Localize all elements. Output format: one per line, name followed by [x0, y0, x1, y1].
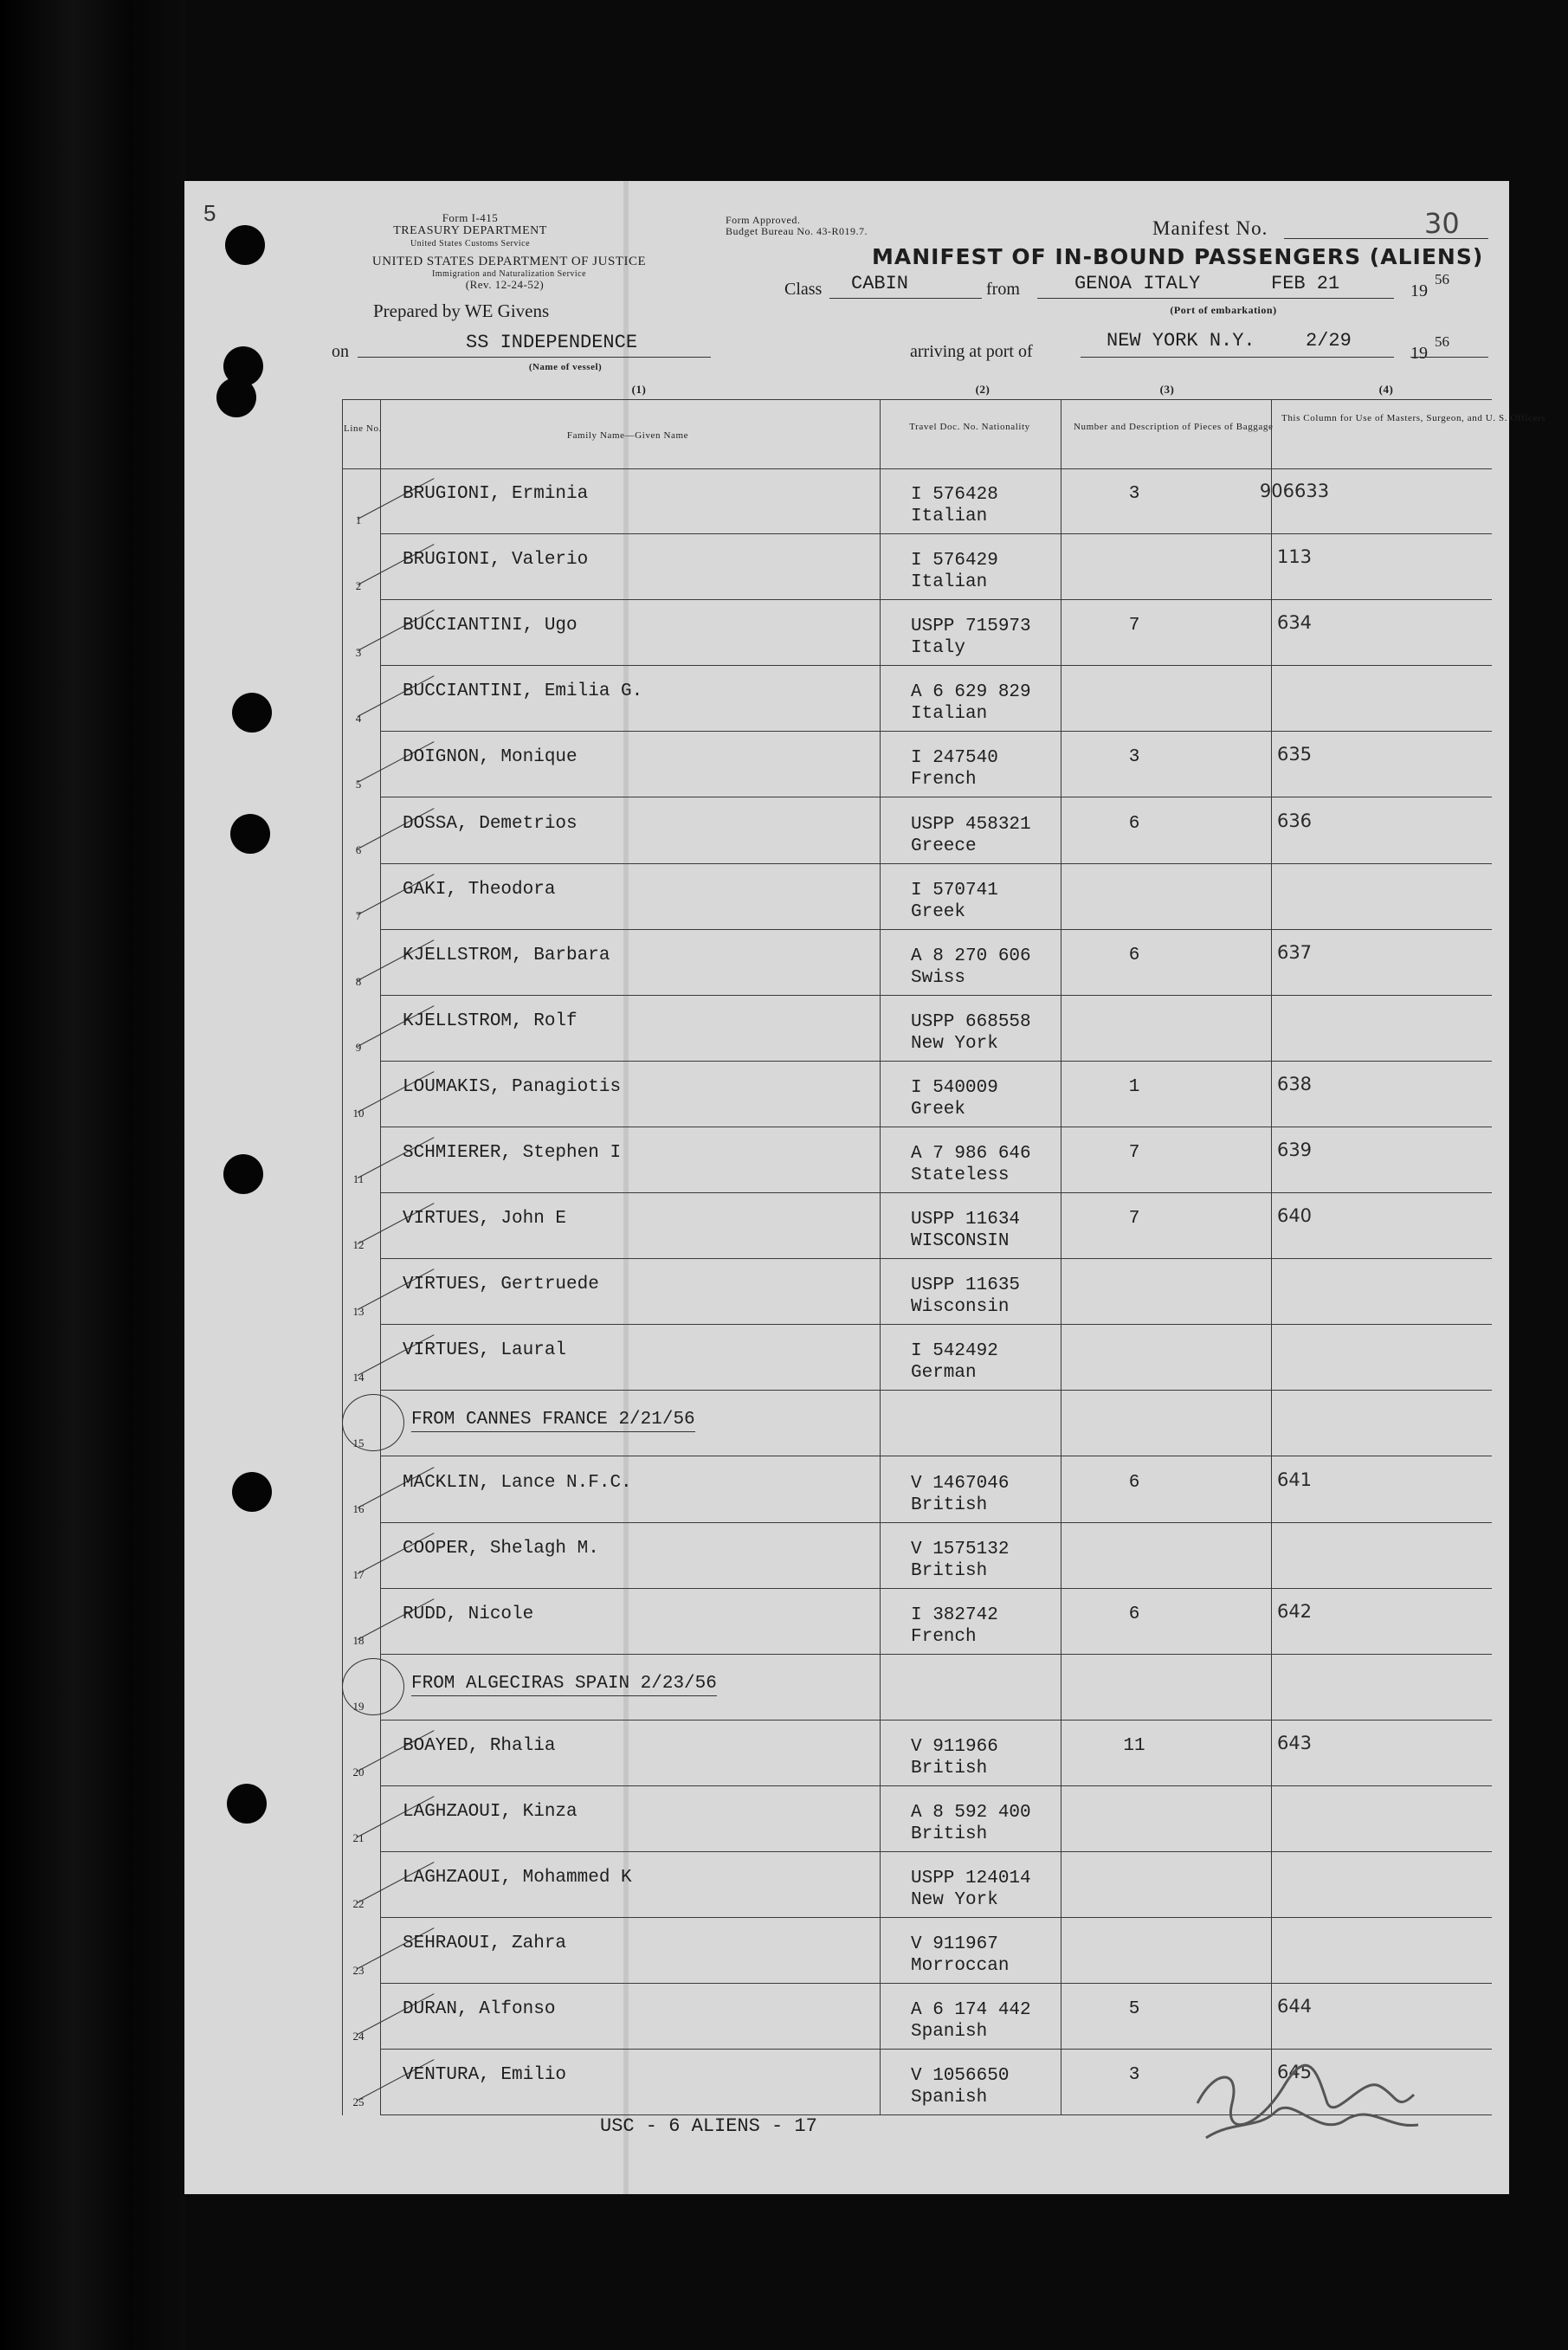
travel-document: [911, 2065, 1009, 2108]
table-body: [342, 468, 1492, 2115]
passenger-row: [342, 600, 1489, 666]
section-heading: FROM ALGECIRAS SPAIN 2/23/56: [411, 1674, 717, 1696]
column-number-2: (2): [975, 383, 990, 396]
line-number: 16: [352, 1501, 365, 1515]
travel-document: [911, 880, 998, 923]
passenger-name: RUDD, Nicole: [403, 1604, 534, 1624]
nationality: Morroccan: [911, 1956, 1010, 1977]
line-number: 2: [355, 579, 362, 593]
passenger-row: [342, 1589, 1489, 1655]
baggage-count: 1: [1128, 1076, 1140, 1097]
line-number: 8: [355, 975, 362, 989]
line-number: 21: [352, 1831, 365, 1845]
baggage-count: 11: [1123, 1735, 1145, 1756]
document-number: A 8 592 400: [911, 1803, 1031, 1823]
header-baggage: Number and Description of Pieces of Baggage: [1074, 422, 1274, 432]
line-number: 22: [352, 1897, 365, 1911]
punch-hole: [230, 814, 270, 854]
document-number: USPP 668558: [911, 1011, 1031, 1032]
baggage-count: 6: [1128, 1604, 1140, 1624]
nationality: Italian: [911, 572, 988, 593]
passenger-row: [342, 1984, 1489, 2050]
section-row: [342, 1391, 1489, 1456]
nationality: Wisconsin: [911, 1297, 1010, 1318]
punch-hole: [232, 1472, 272, 1512]
document-number: V 911966: [911, 1736, 998, 1757]
punch-hole: [216, 378, 256, 417]
document-number: I 540009: [911, 1077, 998, 1098]
section-heading: FROM CANNES FRANCE 2/21/56: [411, 1410, 695, 1432]
officer-note: 906633: [1259, 481, 1330, 501]
nationality: French: [911, 770, 977, 791]
travel-document: [911, 1011, 1031, 1055]
document-number: I 247540: [911, 748, 998, 769]
passenger-row: [342, 666, 1489, 732]
baggage-count: 3: [1128, 484, 1140, 504]
travel-document: [911, 1999, 1031, 2043]
class-value: CABIN: [851, 273, 909, 294]
passenger-row: [342, 996, 1489, 1062]
dark-binding-strip: [0, 0, 186, 2350]
nationality: French: [911, 1626, 977, 1647]
baggage-count: 5: [1128, 1999, 1140, 2020]
travel-document: [911, 1143, 1031, 1186]
passenger-name: KJELLSTROM, Barbara: [403, 945, 610, 965]
passenger-name: DOSSA, Demetrios: [403, 813, 578, 834]
arrival-year-prefix: 19: [1410, 344, 1428, 363]
officer-note: 641: [1276, 1469, 1313, 1490]
line-number-circle: [342, 1658, 404, 1715]
arrival-date: 2/29: [1306, 330, 1352, 352]
form-approved: Form Approved.: [726, 214, 801, 226]
passenger-name: SEHRAOUI, Zahra: [403, 1934, 567, 1954]
travel-document: [911, 1539, 1009, 1582]
baggage-count: 6: [1128, 1472, 1140, 1493]
passenger-row: [342, 864, 1489, 930]
passenger-name: DOIGNON, Monique: [403, 747, 578, 768]
nationality: British: [911, 1495, 988, 1515]
officer-note: 635: [1276, 744, 1313, 765]
line-number: 14: [352, 1370, 365, 1384]
line-number: 19: [352, 1700, 365, 1714]
baggage-count: 7: [1128, 1143, 1140, 1163]
nationality: Swiss: [911, 967, 966, 988]
arriving-label: arriving at port of: [910, 342, 1033, 361]
line-number: 20: [352, 1766, 365, 1779]
section-row: [342, 1655, 1489, 1721]
line-number: 15: [352, 1436, 365, 1449]
nationality: British: [911, 1560, 988, 1581]
line-number: 18: [352, 1634, 365, 1648]
passenger-row: [342, 1259, 1489, 1325]
travel-document: [911, 1736, 998, 1779]
travel-document: [911, 946, 1031, 989]
passenger-row: [342, 1127, 1489, 1193]
passenger-name: MACKLIN, Lance N.F.C.: [403, 1472, 632, 1493]
manifest-sheet: [184, 181, 1546, 2194]
document-number: I 542492: [911, 1341, 998, 1362]
passenger-name: BRUGIONI, Valerio: [403, 550, 589, 571]
column-number-4: (4): [1378, 383, 1394, 396]
travel-document: [911, 747, 998, 791]
travel-document: [911, 550, 998, 593]
passenger-row: [342, 1325, 1489, 1391]
nationality: British: [911, 1758, 988, 1779]
document-number: I 570741: [911, 880, 998, 901]
document-number: I 382742: [911, 1604, 998, 1625]
from-label: from: [986, 280, 1020, 299]
vessel-name: SS INDEPENDENCE: [466, 332, 638, 353]
document-number: I 576429: [911, 551, 998, 571]
travel-document: [911, 1209, 1020, 1252]
passenger-name: BUCCIANTINI, Ugo: [403, 616, 578, 636]
nationality: Spanish: [911, 2088, 988, 2108]
form-revision: (Rev. 12-24-52): [465, 278, 545, 291]
nationality: Italian: [911, 704, 988, 725]
baggage-count: 7: [1128, 616, 1140, 636]
travel-document: [911, 484, 998, 527]
document-number: USPP 11635: [911, 1275, 1021, 1296]
column-number-3: (3): [1159, 383, 1175, 396]
line-number-circle: [342, 1394, 404, 1451]
nationality: Italy: [911, 638, 966, 659]
passenger-row: [342, 1062, 1489, 1127]
nationality: British: [911, 1824, 988, 1844]
line-number: 3: [355, 645, 362, 659]
justice-department: UNITED STATES DEPARTMENT OF JUSTICE: [371, 255, 647, 268]
document-number: A 6 174 442: [911, 2000, 1031, 2021]
line-number: 4: [355, 711, 362, 725]
arrival-year-suffix: 56: [1435, 333, 1449, 350]
header-line-no: Line No.: [344, 423, 382, 434]
passenger-name: VENTURA, Emilio: [403, 2065, 567, 2086]
travel-document: [911, 1340, 998, 1384]
travel-document: [911, 1275, 1020, 1318]
column-number-1: (1): [631, 383, 647, 396]
passenger-name: LAGHZAOUI, Mohammed K: [403, 1868, 632, 1888]
line-number: 25: [352, 2095, 365, 2108]
nationality: Greece: [911, 836, 977, 856]
nationality: Spanish: [911, 2022, 988, 2043]
passenger-name: LOUMAKIS, Panagiotis: [403, 1076, 622, 1097]
document-number: V 1056650: [911, 2066, 1010, 2087]
on-label: on: [332, 342, 349, 361]
line-number: 17: [352, 1567, 365, 1581]
document-number: A 8 270 606: [911, 946, 1031, 966]
table-top-border: [342, 399, 1492, 400]
travel-document: [911, 1473, 1009, 1516]
vessel-caption: (Name of vessel): [528, 362, 603, 372]
form-number: Form I-415: [442, 211, 499, 224]
passenger-name: SCHMIERER, Stephen I: [403, 1143, 622, 1163]
nationality: German: [911, 1363, 977, 1384]
embark-year-suffix: 56: [1435, 271, 1449, 287]
passenger-name: GAKI, Theodora: [403, 879, 556, 900]
punch-hole: [225, 225, 265, 265]
document-number: USPP 715973: [911, 617, 1031, 637]
travel-document: [911, 1868, 1031, 1911]
punch-hole: [232, 693, 272, 733]
officer-note: 634: [1276, 612, 1313, 634]
budget-bureau: Budget Bureau No. 43-R019.7.: [726, 225, 868, 237]
passenger-name: COOPER, Shelagh M.: [403, 1538, 599, 1559]
embarkation-port: GENOA ITALY: [1074, 273, 1201, 294]
document-number: USPP 124014: [911, 1869, 1031, 1889]
baggage-count: 3: [1128, 747, 1140, 768]
baggage-count: 6: [1128, 813, 1140, 834]
document-number: A 7 986 646: [911, 1144, 1031, 1164]
manifest-table: [342, 399, 1546, 2115]
officer-note: 638: [1276, 1073, 1313, 1094]
document-number: V 911967: [911, 1934, 998, 1955]
line-number: 6: [355, 843, 362, 856]
document-number: V 1575132: [911, 1539, 1010, 1559]
nationality: New York: [911, 1033, 998, 1054]
officer-note: 637: [1276, 941, 1313, 963]
passenger-name: BRUGIONI, Erminia: [403, 484, 589, 504]
document-number: A 6 629 829: [911, 682, 1031, 703]
document-number: I 576428: [911, 485, 998, 505]
officer-note: 642: [1276, 1600, 1313, 1622]
port-of-embarkation-caption: (Port of embarkation): [1170, 304, 1277, 316]
passenger-name: LAGHZAOUI, Kinza: [403, 1802, 578, 1822]
line-number: 9: [355, 1041, 362, 1055]
class-line: [829, 298, 982, 299]
travel-document: [911, 1934, 1009, 1977]
customs-service: United States Customs Service: [410, 239, 531, 249]
nationality: New York: [911, 1890, 998, 1911]
document-number: USPP 458321: [911, 814, 1031, 835]
line-number: 5: [355, 777, 362, 791]
travel-document: [911, 1802, 1031, 1845]
arrival-port: NEW YORK N.Y.: [1107, 330, 1255, 352]
travel-document: [911, 1077, 998, 1120]
line-number: 12: [352, 1238, 365, 1252]
passenger-name: VIRTUES, Laural: [403, 1340, 567, 1361]
from-line: [1037, 298, 1394, 299]
travel-document: [911, 814, 1031, 857]
nationality: Italian: [911, 507, 988, 526]
officer-note: 639: [1276, 1139, 1313, 1160]
line-number: 23: [352, 1963, 365, 1977]
passenger-row: [342, 1523, 1489, 1589]
travel-document: [911, 681, 1031, 725]
vessel-line: [358, 357, 711, 358]
line-number: 10: [352, 1107, 365, 1120]
passenger-row: [342, 468, 1489, 534]
document-number: USPP 11634: [911, 1210, 1021, 1230]
document-number: V 1467046: [911, 1473, 1010, 1494]
punch-hole: [223, 1154, 263, 1194]
passenger-name: KJELLSTROM, Rolf: [403, 1010, 578, 1031]
passenger-name: BOAYED, Rhalia: [403, 1735, 556, 1756]
arrival-line: [1081, 357, 1394, 358]
baggage-count: 6: [1128, 945, 1140, 965]
treasury-department: TREASURY DEPARTMENT: [393, 224, 547, 237]
passenger-name: VIRTUES, John E: [403, 1209, 567, 1230]
arrival-year-line: [1410, 357, 1488, 358]
corner-mark: 5: [203, 200, 216, 226]
line-number: 7: [355, 908, 362, 922]
passenger-row: [342, 798, 1489, 864]
passenger-row: [342, 732, 1489, 797]
manifest-number-label: Manifest No.: [1152, 217, 1268, 239]
manifest-number-value: 30: [1424, 207, 1460, 240]
passenger-row: [342, 1457, 1489, 1523]
officer-note: 640: [1276, 1205, 1313, 1227]
nationality: Greek: [911, 901, 966, 922]
line-number: 11: [352, 1172, 365, 1186]
passenger-row: [342, 1721, 1489, 1786]
class-label: Class: [784, 280, 823, 299]
passenger-name: BUCCIANTINI, Emilia G.: [403, 681, 643, 702]
line-number: 24: [352, 2029, 365, 2043]
travel-document: [911, 616, 1031, 659]
passenger-name: VIRTUES, Gertruede: [403, 1275, 599, 1295]
passenger-row: [342, 1918, 1489, 1984]
header-name: Family Name—Given Name: [566, 430, 689, 441]
baggage-count: 3: [1128, 2065, 1140, 2086]
officer-note: 113: [1276, 546, 1313, 568]
passenger-row: [342, 930, 1489, 996]
embark-year-prefix: 19: [1410, 281, 1428, 300]
passenger-row: [342, 1193, 1489, 1259]
passenger-row: [342, 534, 1489, 600]
baggage-count: 7: [1128, 1209, 1140, 1230]
officer-note: 644: [1276, 1996, 1313, 2018]
passenger-row: [342, 1852, 1489, 1918]
officer-note: 643: [1276, 1732, 1313, 1753]
footer-summary: USC - 6 ALIENS - 17: [600, 2115, 817, 2137]
line-number: 13: [352, 1304, 365, 1318]
officer-signature: [1180, 2051, 1423, 2155]
line-number: 1: [355, 513, 362, 527]
officer-note: 645: [1276, 2062, 1313, 2083]
manifest-title: MANIFEST OF IN-BOUND PASSENGERS (ALIENS): [872, 244, 1484, 269]
header-officers: This Column for Use of Masters, Surgeon, and U. S. Officers: [1281, 413, 1546, 423]
header-travel-doc: Travel Doc. No. Nationality: [909, 422, 1030, 432]
officer-note: 636: [1276, 810, 1313, 831]
punch-hole: [227, 1784, 267, 1824]
immigration-service: Immigration and Naturalization Service: [431, 269, 587, 279]
travel-document: [911, 1604, 998, 1648]
nationality: WISCONSIN: [911, 1231, 1010, 1252]
nationality: Greek: [911, 1099, 966, 1120]
nationality: Stateless: [911, 1165, 1010, 1185]
passenger-row: [342, 1786, 1489, 1852]
embarkation-date: FEB 21: [1271, 273, 1340, 294]
passenger-name: DURAN, Alfonso: [403, 1999, 556, 2020]
prepared-by: Prepared by WE Givens: [373, 300, 550, 321]
